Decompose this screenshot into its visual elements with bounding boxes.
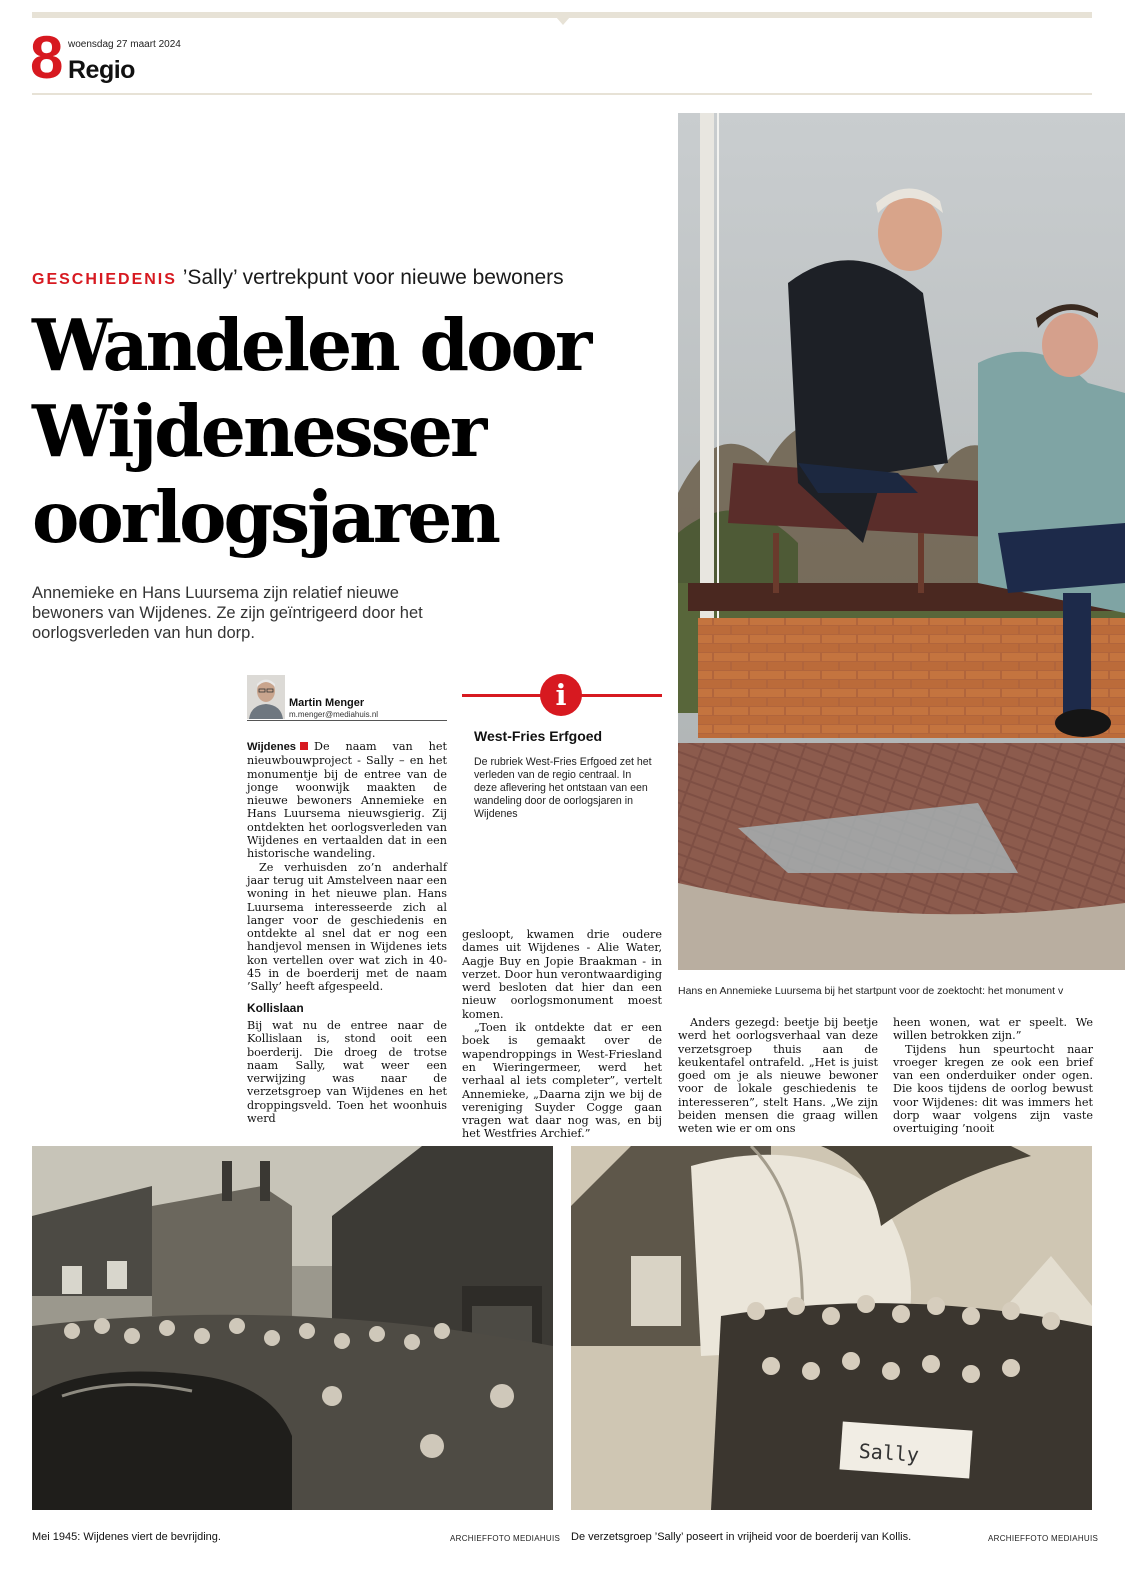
section-title: Regio [68, 56, 135, 84]
kicker-text: ’Sally’ vertrekpunt voor nieuwe bewoners [182, 266, 564, 289]
top-rule-notch [556, 17, 570, 25]
intro-text: Annemieke en Hans Luursema zijn relatief nieuwe bewoners van Wijdenes. Ze zijn geïntrigeerd door het oorlogsverleden van hun dorp. [32, 584, 423, 642]
dateline: Wijdenes [247, 741, 297, 753]
kicker [32, 266, 564, 290]
headline-line: Wijdenesser [32, 389, 485, 473]
archive-photo-resistance-group [571, 1146, 1092, 1510]
main-photo [678, 113, 1125, 970]
issue-date: woensdag 27 maart 2024 [68, 39, 181, 50]
left-photo-caption: Mei 1945: Wijdenes viert de bevrijding. [32, 1531, 221, 1543]
dateline-square-icon [300, 742, 308, 750]
body-paragraph: Ze verhuisden zo’n anderhalf jaar terug uit Amstelveen naar een woning in het nieuwe plan. Hans Luursema interesseerde zich al langer voor de geschiedenis en ontdekte al snel dat er nog een handjevol mensen in Wijdenes iets kon vertellen over wat zich in 40-45 in de boerderij met de naam ’Sally’ heeft afgespeeld. [247, 860, 447, 994]
author-photo [247, 675, 285, 719]
info-icon: i [540, 674, 582, 716]
body-column-3 [678, 1016, 878, 1136]
body-paragraph: Tijdens hun speurtocht naar vroeger kregen ze ook een brief van een onderduiker onder ogen. Die koos tijdens de oorlog bewust voor Wijdenes: dit was immers het dorp waar volgens zijn vaste overtuiging ’nooit [893, 1042, 1093, 1136]
right-photo-credit: ARCHIEFFOTO MEDIAHUIS [988, 1534, 1099, 1543]
author-name: Martin Menger [289, 697, 365, 709]
body-paragraph: gesloopt, kwamen drie oudere dames uit Wijdenes - Alie Water, Aagje Buy en Jopie Braakman - in verzet. Door hun verontwaardiging werd besloten dat hier dan een nieuw oorlogsmonument moest komen. [462, 928, 662, 1021]
headline [32, 302, 672, 560]
body-paragraph: „Toen ik ontdekte dat er een boek is gemaakt over de wapendroppings in West-Friesland en Wieringermeer, werd het verhaal al iets completer”, vertelt Annemieke, „Daarna zijn we bij de vereniging Suyder Cogge gaan vragen wat daar nog was, en bij het Westfries Archief.” [462, 1021, 662, 1141]
main-photo-caption: Hans en Annemieke Luursema bij het startpunt voor de zoektocht: het monument v [678, 985, 1064, 997]
body-column-2 [462, 928, 662, 1141]
right-photo-caption: De verzetsgroep ’Sally’ poseert in vrijheid voor de boerderij van Kollis. [571, 1531, 912, 1543]
body-column-4 [893, 1016, 1093, 1136]
body-paragraph: De naam van het nieuwbouwproject - Sally – en het monumentje bij de entree van de jonge woonwijk maakten de nieuwe bewoners Annemieke en Hans Luursema nieuwsgierig. Zij ontdekten het oorlogsverleden van Wijdenes en vertaalden dat in een historische wandeling. [247, 740, 447, 861]
subheading: Kollislaan [247, 1000, 304, 1015]
left-photo-credit: ARCHIEFFOTO MEDIAHUIS [450, 1534, 561, 1543]
body-paragraph: heen wonen, wat er speelt. We willen betrokken zijn.” [893, 1016, 1093, 1043]
archive-photo-liberation [32, 1146, 553, 1510]
kicker-tag: GESCHIEDENIS [32, 271, 177, 288]
headline-line: oorlogsjaren [32, 475, 498, 559]
banner-text: Sally [857, 1438, 920, 1467]
infobox-text: De rubriek West-Fries Erfgoed zet het verleden van de regio centraal. In deze aflevering het ontstaan van een wandeling door de oorlogsjaren in Wijdenes [474, 756, 652, 820]
body-paragraph: Anders gezegd: beetje bij beetje werd het oorlogsverhaal van deze verzetsgroep thuis aan de keukentafel ontrafeld. „Het is juist goed om je als nieuwe bewoner voor de lokale geschiedenis te interesseren”, stelt Hans. „We zijn beiden mensen die graag willen weten wie er om ons [678, 1016, 878, 1136]
header-divider [32, 93, 1092, 95]
infobox-title: West-Fries Erfgoed [474, 728, 603, 744]
author-email[interactable]: m.menger@mediahuis.nl [289, 710, 379, 719]
body-paragraph: Bij wat nu de entree naar de Kollislaan is, stond ooit een boerderij. Die droeg de trotse naam Sally, wat weer een verwijzing was naar de verzetsgroep van Wijdenes en het droppingsveld. Toen het woonhuis werd [247, 1018, 447, 1126]
headline-line: Wandelen door [32, 303, 590, 387]
byline-rule [247, 720, 447, 721]
page-number: 8 [30, 24, 64, 91]
body-column-1 [247, 740, 447, 1125]
